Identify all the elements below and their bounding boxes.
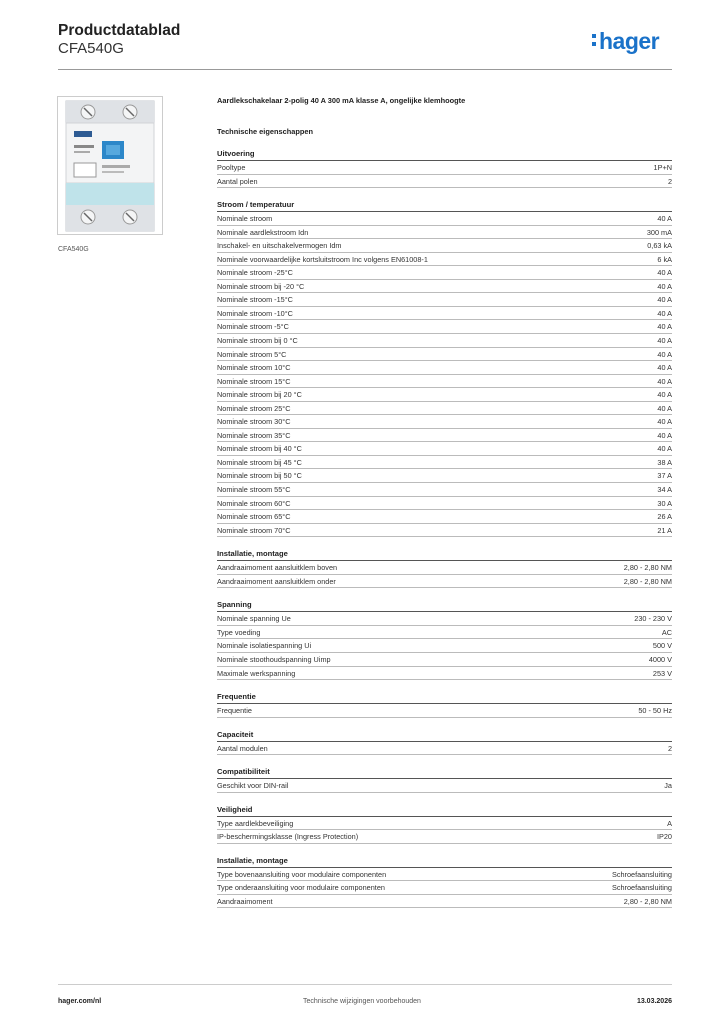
spec-row [217,817,672,831]
spec-value: 40 A [657,430,672,440]
spec-label: Nominale spanning Ue [217,614,291,624]
spec-row [217,320,672,334]
spec-value: 34 A [657,485,672,495]
spec-row [217,830,672,844]
spec-row [217,895,672,909]
spec-row [217,307,672,321]
spec-value: 300 mA [646,227,672,237]
hager-logo[interactable] [592,28,659,55]
spec-row [217,293,672,307]
spec-row [217,704,672,718]
spec-label: Nominale stroom 65°C [217,512,291,522]
spec-value: 40 A [657,390,672,400]
spec-label: Pooltype [217,163,246,172]
spec-row [217,348,672,362]
spec-row [217,626,672,640]
spec-label: Nominale stroom bij 45 °C [217,457,302,467]
spec-value: 40 A [657,322,672,332]
spec-row [217,212,672,226]
spec-value: 21 A [657,525,672,535]
spec-row [217,429,672,443]
spec-label: Nominale aardlekstroom Idn [217,227,309,237]
spec-label: Nominale stroom 10°C [217,363,291,373]
spec-label: Nominale stroom -25°C [217,268,293,278]
spec-label: Nominale stoothoudspanning Uimp [217,654,331,664]
image-caption: CFA540G [58,246,89,253]
spec-row [217,868,672,882]
spec-label: Nominale voorwaardelijke kortsluitstroom Inc volgens EN61008-1 [217,254,428,264]
spec-label: Nominale stroom bij 50 °C [217,471,302,481]
spec-row [217,239,672,253]
spec-value: AC [661,627,672,637]
spec-label: Nominale stroom 15°C [217,376,291,386]
logo-dots-icon [592,28,597,46]
spec-value: 500 V [652,641,672,651]
spec-label: Aantal polen [217,176,258,186]
spec-row [217,881,672,895]
spec-row [217,469,672,483]
spec-row [217,161,672,175]
section-title: Installatie, montage [217,856,672,868]
section-title: Uitvoering [217,149,672,161]
section-title: Capaciteit [217,730,672,742]
section-title: Stroom / temperatuur [217,200,672,212]
section-title: Compatibiliteit [217,767,672,779]
footer-notice: Technische wijzigingen voorbehouden [303,998,421,1005]
spec-value: 2 [667,743,672,753]
spec-section [217,149,672,188]
spec-value: 40 A [657,281,672,291]
spec-row [217,483,672,497]
spec-section [217,549,672,588]
spec-label: Nominale stroom 30°C [217,417,291,427]
spec-row [217,280,672,294]
spec-label: Nominale stroom bij -20 °C [217,281,305,291]
tech-heading: Technische eigenschappen [217,127,313,136]
spec-label: Aandraaimoment aansluitklem onder [217,576,336,586]
page-title: Productdatablad [58,22,181,39]
spec-row [217,742,672,756]
spec-value: 4000 V [648,654,672,664]
spec-value: 230 - 230 V [634,614,672,624]
spec-label: Aandraaimoment [217,896,273,906]
spec-value: 26 A [657,512,672,522]
spec-section [217,856,672,909]
spec-value: 50 - 50 Hz [638,706,672,716]
spec-row [217,497,672,511]
spec-section [217,805,672,844]
spec-label: Nominale stroom bij 20 °C [217,390,302,400]
spec-label: Nominale stroom 60°C [217,498,291,508]
spec-row [217,442,672,456]
rcd-device-icon [58,97,162,234]
spec-row [217,334,672,348]
spec-value: 2 [667,176,672,186]
section-title: Installatie, montage [217,549,672,561]
spec-row [217,612,672,626]
spec-label: Nominale stroom -15°C [217,295,293,305]
spec-value: 40 A [657,417,672,427]
spec-label: Type bovenaansluiting voor modulaire componenten [217,869,387,879]
spec-label: Nominale stroom 70°C [217,525,291,535]
spec-value: 1P+N [653,163,672,172]
spec-label: Maximale werkspanning [217,668,296,678]
spec-label: Aandraaimoment aansluitklem boven [217,563,338,573]
spec-value: Ja [664,781,672,791]
spec-value: A [667,818,672,828]
spec-label: Nominale stroom -5°C [217,322,289,332]
spec-row [217,266,672,280]
spec-label: Nominale stroom 25°C [217,403,291,413]
spec-row [217,175,672,189]
spec-value: 2,80 - 2,80 NM [623,563,672,573]
spec-row [217,388,672,402]
spec-value: 253 V [652,668,672,678]
spec-row [217,226,672,240]
spec-value: 40 A [657,376,672,386]
spec-label: Type voeding [217,627,261,637]
spec-value: 2,80 - 2,80 NM [623,896,672,906]
footer-date: 13.03.2026 [636,998,672,1005]
product-image [57,96,163,235]
spec-row [217,402,672,416]
spec-value: Schroefaansluiting [611,869,672,879]
spec-value: 40 A [657,349,672,359]
spec-label: IP-beschermingsklasse (Ingress Protection) [217,832,359,842]
footer-divider [58,984,672,985]
spec-value: 40 A [657,336,672,346]
spec-section [217,767,672,793]
spec-value: 6 kA [657,254,672,264]
spec-row [217,639,672,653]
spec-value: 38 A [657,457,672,467]
header-divider [58,69,672,70]
section-title: Veiligheid [217,805,672,817]
spec-row [217,361,672,375]
section-title: Frequentie [217,692,672,704]
spec-label: Type onderaansluiting voor modulaire componenten [217,883,385,893]
spec-value: 40 A [657,268,672,278]
footer-website-link[interactable]: hager.com/nl [58,998,102,1005]
spec-label: Nominale isolatiespanning Ui [217,641,312,651]
product-title: Aardlekschakelaar 2-polig 40 A 300 mA klasse A, ongelijke klemhoogte [217,96,466,105]
spec-row [217,415,672,429]
spec-label: Type aardlekbeveiliging [217,818,294,828]
spec-label: Nominale stroom -10°C [217,308,293,318]
spec-label: Geschikt voor DIN-rail [217,781,289,791]
spec-label: Frequentie [217,706,252,716]
spec-sections [217,149,672,908]
spec-value: 0,63 kA [647,241,672,251]
spec-row [217,561,672,575]
spec-value: IP20 [656,832,672,842]
spec-label: Nominale stroom 55°C [217,485,291,495]
spec-section [217,600,672,680]
spec-row [217,667,672,681]
spec-row [217,456,672,470]
spec-row [217,375,672,389]
spec-value: 40 A [657,403,672,413]
section-title: Spanning [217,600,672,612]
spec-label: Aantal modulen [217,743,268,753]
spec-section [217,692,672,718]
spec-value: 37 A [657,471,672,481]
spec-row [217,779,672,793]
spec-value: 40 A [657,363,672,373]
spec-row [217,575,672,589]
spec-label: Nominale stroom 35°C [217,430,291,440]
spec-value: 40 A [657,214,672,224]
spec-label: Nominale stroom [217,214,273,224]
spec-label: Inschakel- en uitschakelvermogen Idm [217,241,342,251]
product-code: CFA540G [58,40,124,57]
spec-value: 40 A [657,308,672,318]
spec-value: Schroefaansluiting [611,883,672,893]
spec-value: 2,80 - 2,80 NM [623,576,672,586]
spec-row [217,510,672,524]
spec-value: 40 A [657,444,672,454]
spec-label: Nominale stroom bij 0 °C [217,336,298,346]
spec-row [217,653,672,667]
spec-section [217,200,672,537]
logo-text: hager [599,28,660,54]
spec-section [217,730,672,756]
spec-value: 30 A [657,498,672,508]
spec-label: Nominale stroom 5°C [217,349,287,359]
spec-content [217,96,672,908]
spec-row [217,524,672,538]
spec-row [217,253,672,267]
spec-label: Nominale stroom bij 40 °C [217,444,302,454]
spec-value: 40 A [657,295,672,305]
